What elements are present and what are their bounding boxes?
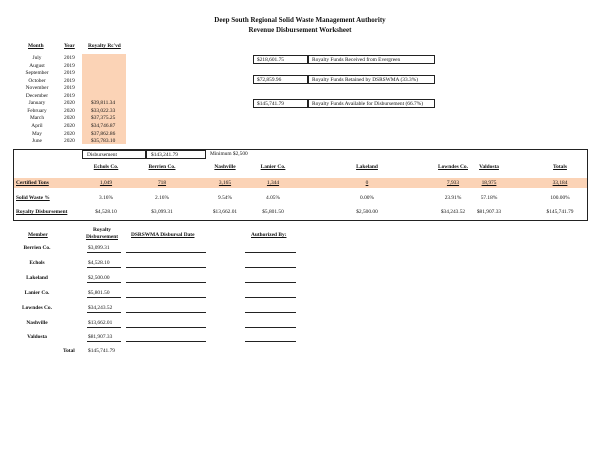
disbursal-date-line: [126, 341, 206, 342]
authorized-signature-line: [245, 327, 296, 328]
funds-label-box: [308, 75, 435, 84]
signoff-amount-cell: $81,907.33: [88, 334, 113, 341]
royalty-amount-cell: $34,746.87: [91, 122, 116, 129]
funds-label: Royalty Funds Available for Disbursement (66.7%): [312, 101, 423, 107]
members-row-cell: 23.91%: [444, 195, 462, 201]
authorized-signature-line: [245, 341, 296, 342]
members-row-label: Certified Tons: [16, 180, 49, 186]
royalty-month-cell: January: [28, 100, 46, 107]
royalty-amount-cell: $37,375.25: [91, 115, 116, 122]
royalty-year-cell: 2019: [64, 92, 75, 99]
signoff-amount-underline: [87, 341, 121, 342]
royalty-amount-cell: $35,783.10: [91, 138, 116, 145]
members-row-cell: 1,049: [99, 180, 113, 186]
royalty-amount-cell: $39,811.34: [91, 100, 116, 107]
authorized-signature-line: [245, 312, 296, 313]
disbursement-label: Disbursement: [87, 152, 117, 158]
signoff-amount-cell: $3,099.31: [88, 245, 110, 251]
royalty-month-cell: February: [27, 107, 47, 114]
royalty-year-cell: 2020: [64, 115, 75, 122]
royalty-year-cell: 2020: [64, 107, 75, 114]
members-row-cell: 0.00%: [360, 195, 374, 201]
members-row-cell: 7,933: [446, 180, 460, 186]
signoff-amount-underline: [87, 267, 121, 268]
total-amount: $145,741.79: [88, 348, 115, 354]
signoff-amount-underline: [87, 252, 121, 253]
members-row-cell: 9.54%: [218, 195, 232, 201]
members-row-cell: $81,907.33: [476, 209, 502, 215]
royalty-month-cell: July: [32, 55, 42, 61]
funds-label-box: [308, 99, 435, 108]
signoff-amount-underline: [87, 282, 121, 283]
members-row-cell: 718: [157, 180, 167, 186]
authorized-signature-line: [245, 297, 296, 298]
authorized-signature-line: [245, 252, 296, 253]
disbursement-amount-box: [146, 150, 206, 159]
members-row-cell: $3,099.31: [151, 209, 173, 215]
signoff-royalty-header-2: Disbursement: [85, 234, 119, 240]
funds-amount-box: [253, 75, 308, 84]
signoff-royalty-header-1: Royalty: [93, 227, 111, 233]
member-column-header: Echols Co.: [93, 164, 119, 170]
signoff-member-cell: Lanier Co.: [24, 289, 50, 296]
members-row-cell: 33,184: [552, 180, 568, 186]
royalty-amount-cell: $37,862.86: [91, 130, 116, 137]
signoff-member-cell: Berrien Co.: [23, 245, 51, 251]
royalty-month-cell: March: [29, 115, 45, 122]
members-row-cell: 18,975: [481, 180, 497, 186]
signoff-member-cell: Lakeland: [26, 274, 48, 281]
royalty-amount-cell: $33,022.33: [91, 107, 116, 114]
funds-amount-box: [253, 99, 308, 108]
signoff-amount-underline: [87, 312, 121, 313]
royalty-year-cell: 2019: [64, 70, 75, 77]
member-column-header: Berrien Co.: [148, 164, 176, 170]
member-column-header: Nashville: [214, 164, 236, 170]
funds-amount: $218,601.75: [257, 57, 284, 63]
signoff-amount-cell: $13,662.01: [88, 319, 113, 326]
disbursal-date-line: [126, 252, 206, 253]
members-row-label: Solid Waste %: [16, 195, 50, 201]
signoff-amount-cell: $2,500.00: [88, 274, 110, 281]
royalty-year-cell: 2020: [64, 138, 75, 145]
members-row-cell: 100.00%: [550, 195, 570, 201]
members-row-cell: $5,801.50: [262, 209, 284, 215]
royalty-month-cell: June: [32, 138, 42, 145]
disbursal-date-line: [126, 282, 206, 283]
members-row-label: Royalty Disbursement: [16, 209, 68, 215]
signoff-authorized-header: Authorized By:: [251, 232, 287, 238]
funds-label: Royalty Funds Received from Evergreen: [312, 57, 401, 63]
members-row-cell: $4,528.10: [95, 209, 117, 215]
members-row-cell: $145,741.79: [546, 209, 574, 215]
month-header: Month: [28, 43, 44, 49]
member-column-header: Lakeland: [356, 164, 378, 170]
royalty-header: Royalty Rc'vd: [88, 43, 121, 49]
authorized-signature-line: [245, 267, 296, 268]
members-row-cell: 2.16%: [155, 195, 169, 201]
signoff-amount-underline: [87, 327, 121, 328]
royalty-year-cell: 2019: [64, 62, 75, 69]
signoff-member-cell: Nashville: [26, 319, 48, 326]
royalty-month-cell: August: [29, 62, 45, 69]
member-column-header: Valdosta: [479, 164, 499, 170]
signoff-amount-cell: $4,528.10: [88, 259, 110, 266]
members-row-cell: 57.18%: [480, 195, 498, 201]
page-subtitle: Revenue Disbursement Worksheet: [248, 26, 352, 34]
disbursement-label-box: [82, 150, 146, 159]
member-column-header: Lanier Co.: [260, 164, 286, 170]
members-row-cell: 3.16%: [99, 195, 113, 201]
members-row-cell: $2,500.00: [356, 209, 378, 215]
signoff-member-header: Member: [28, 232, 48, 238]
disbursal-date-line: [126, 297, 206, 298]
page-title: Deep South Regional Solid Waste Management Authority: [214, 16, 386, 24]
members-row-cell: 0: [365, 180, 369, 186]
signoff-member-cell: Valdosta: [27, 334, 47, 341]
royalty-year-cell: 2020: [64, 130, 75, 137]
year-header: Year: [64, 43, 75, 49]
members-row-cell: 3,165: [218, 180, 232, 186]
funds-amount: $72,859.96: [257, 77, 282, 83]
members-row-cell: $34,243.52: [440, 209, 466, 215]
signoff-date-header: DSRSWMA Disbursal Date: [131, 232, 195, 238]
disbursal-date-line: [126, 327, 206, 328]
authorized-signature-line: [245, 282, 296, 283]
royalty-month-cell: November: [25, 85, 49, 92]
member-column-header: Lowndes Co.: [438, 164, 468, 170]
members-row-cell: 4.05%: [266, 195, 280, 201]
signoff-amount-cell: $34,243.52: [88, 304, 113, 311]
royalty-month-cell: December: [25, 92, 49, 99]
member-column-header: Totals: [553, 164, 567, 170]
royalty-year-cell: 2020: [64, 100, 75, 107]
disbursal-date-line: [126, 312, 206, 313]
royalty-year-cell: 2019: [64, 85, 75, 92]
royalty-year-cell: 2019: [64, 55, 75, 61]
signoff-amount-cell: $5,801.50: [88, 289, 110, 296]
funds-amount: $145,741.79: [257, 101, 284, 107]
funds-label: Royalty Funds Retained by DSRSWMA (33.3%): [312, 77, 419, 83]
members-row-cell: 1,344: [266, 180, 280, 186]
minimum-note: Minimum $2,500: [210, 151, 248, 157]
funds-label-box: [308, 55, 435, 64]
signoff-amount-underline: [87, 297, 121, 298]
royalty-month-cell: May: [32, 130, 42, 137]
royalty-year-cell: 2019: [64, 77, 75, 84]
members-row-cell: $13,662.01: [212, 209, 238, 215]
signoff-member-cell: Lowndes Co.: [22, 304, 52, 311]
royalty-month-cell: April: [31, 122, 43, 129]
disbursal-date-line: [126, 267, 206, 268]
royalty-year-cell: 2020: [64, 122, 75, 129]
disbursement-amount: $143,241.79: [151, 152, 178, 158]
royalty-month-cell: September: [25, 70, 49, 77]
royalty-month-cell: October: [28, 77, 46, 84]
total-label: Total: [63, 348, 75, 354]
funds-amount-box: [253, 55, 308, 64]
signoff-member-cell: Echols: [29, 259, 45, 266]
